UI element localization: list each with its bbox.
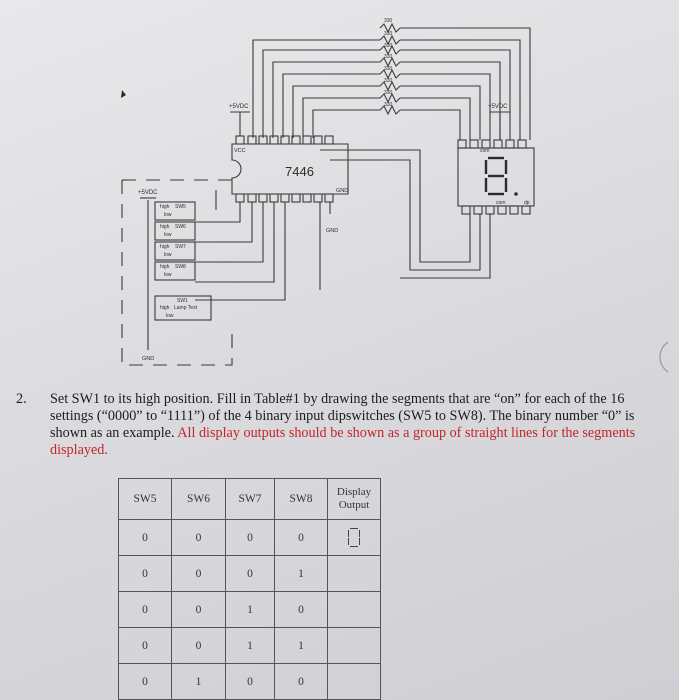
cell-sw5: 0 — [119, 592, 172, 628]
switch-label-sw5: SW5 — [175, 204, 186, 210]
cell-display-output[interactable] — [328, 520, 381, 556]
table-row — [119, 556, 381, 592]
vcc-display-label: +5VDC — [488, 104, 508, 110]
vcc-top-label: +5VDC — [229, 104, 249, 110]
switch-high-label: high — [160, 224, 170, 230]
question-instructions: Set SW1 to its high position. Fill in Table#1 by drawing the segments that are “on” for each of the 16 settings (“0000” to “1111”) of the 4 binary input dipswitches (SW5 to SW8). The binary number “0” is shown as an example. — [50, 391, 635, 441]
cell-sw7: 1 — [226, 592, 275, 628]
cell-sw5: 0 — [119, 628, 172, 664]
resistor-label: 330 — [384, 31, 393, 37]
switch-high-label: high — [160, 264, 170, 270]
table-row — [119, 628, 381, 664]
table-row — [119, 592, 381, 628]
resistor-label: 330 — [384, 90, 393, 96]
vcc-switch-label: +5VDC — [138, 190, 158, 196]
table-row — [119, 664, 381, 700]
switch-low-label: low — [164, 252, 172, 258]
resistor-label: 330 — [384, 54, 393, 60]
header-sw7: SW7 — [226, 479, 275, 520]
cell-sw8: 0 — [275, 592, 328, 628]
question-number: 2. — [16, 391, 27, 407]
cell-sw8: 0 — [275, 520, 328, 556]
cell-display-output[interactable] — [328, 664, 381, 700]
cell-sw7: 0 — [226, 556, 275, 592]
switch-label-sw6: SW6 — [175, 224, 186, 230]
table-row — [119, 520, 381, 556]
cell-sw5: 0 — [119, 664, 172, 700]
header-sw6: SW6 — [172, 479, 226, 520]
switch-label-sw8: SW8 — [175, 264, 186, 270]
cell-sw6: 0 — [172, 628, 226, 664]
gnd-label: GND — [326, 228, 339, 234]
table-header-row — [119, 479, 381, 520]
header-display-output: Display Output — [328, 479, 381, 520]
dp-label: dp — [524, 200, 530, 206]
com-label-bottom: com — [496, 200, 506, 206]
header-sw8: SW8 — [275, 479, 328, 520]
cell-sw6: 0 — [172, 520, 226, 556]
cell-sw6: 1 — [172, 664, 226, 700]
gnd-pin-label: GND — [336, 188, 349, 194]
question-red-note: All display outputs should be shown as a group of straight lines for the segments displayed. — [50, 425, 636, 458]
resistor-label: 330 — [384, 43, 393, 49]
cell-sw5: 0 — [119, 520, 172, 556]
ic-label: 7446 — [285, 164, 314, 179]
cell-sw8: 1 — [275, 628, 328, 664]
switch-low-label: low — [164, 232, 172, 238]
cell-sw7: 1 — [226, 628, 275, 664]
switch-high-label: high — [160, 305, 170, 311]
cell-display-output[interactable] — [328, 556, 381, 592]
vcc-pin-label: VCC — [234, 148, 246, 154]
switch-low-label: low — [166, 313, 174, 319]
cell-sw8: 0 — [275, 664, 328, 700]
header-sw5: SW5 — [119, 479, 172, 520]
switch-label-sw7: SW7 — [175, 244, 186, 250]
switch-low-label: low — [164, 272, 172, 278]
question-text — [50, 391, 666, 459]
cell-sw6: 0 — [172, 556, 226, 592]
resistor-label: 330 — [384, 78, 393, 84]
com-label: com — [480, 148, 490, 154]
cell-sw8: 1 — [275, 556, 328, 592]
cell-sw6: 0 — [172, 592, 226, 628]
cell-sw7: 0 — [226, 520, 275, 556]
switch-label-sw1: SW1 — [177, 298, 188, 304]
lamp-test-label: Lamp Test — [174, 305, 197, 311]
cell-display-output[interactable] — [328, 592, 381, 628]
cell-sw5: 0 — [119, 556, 172, 592]
resistor-label: 330 — [384, 102, 393, 108]
resistor-label: 330 — [384, 18, 393, 24]
cell-display-output[interactable] — [328, 628, 381, 664]
truth-table — [118, 478, 381, 700]
switch-high-label: high — [160, 204, 170, 210]
switch-low-label: low — [164, 212, 172, 218]
gnd-bottom-label: GND — [142, 356, 155, 362]
seven-segment-zero-icon — [348, 528, 360, 547]
resistor-label: 330 — [384, 66, 393, 72]
switch-high-label: high — [160, 244, 170, 250]
cell-sw7: 0 — [226, 664, 275, 700]
